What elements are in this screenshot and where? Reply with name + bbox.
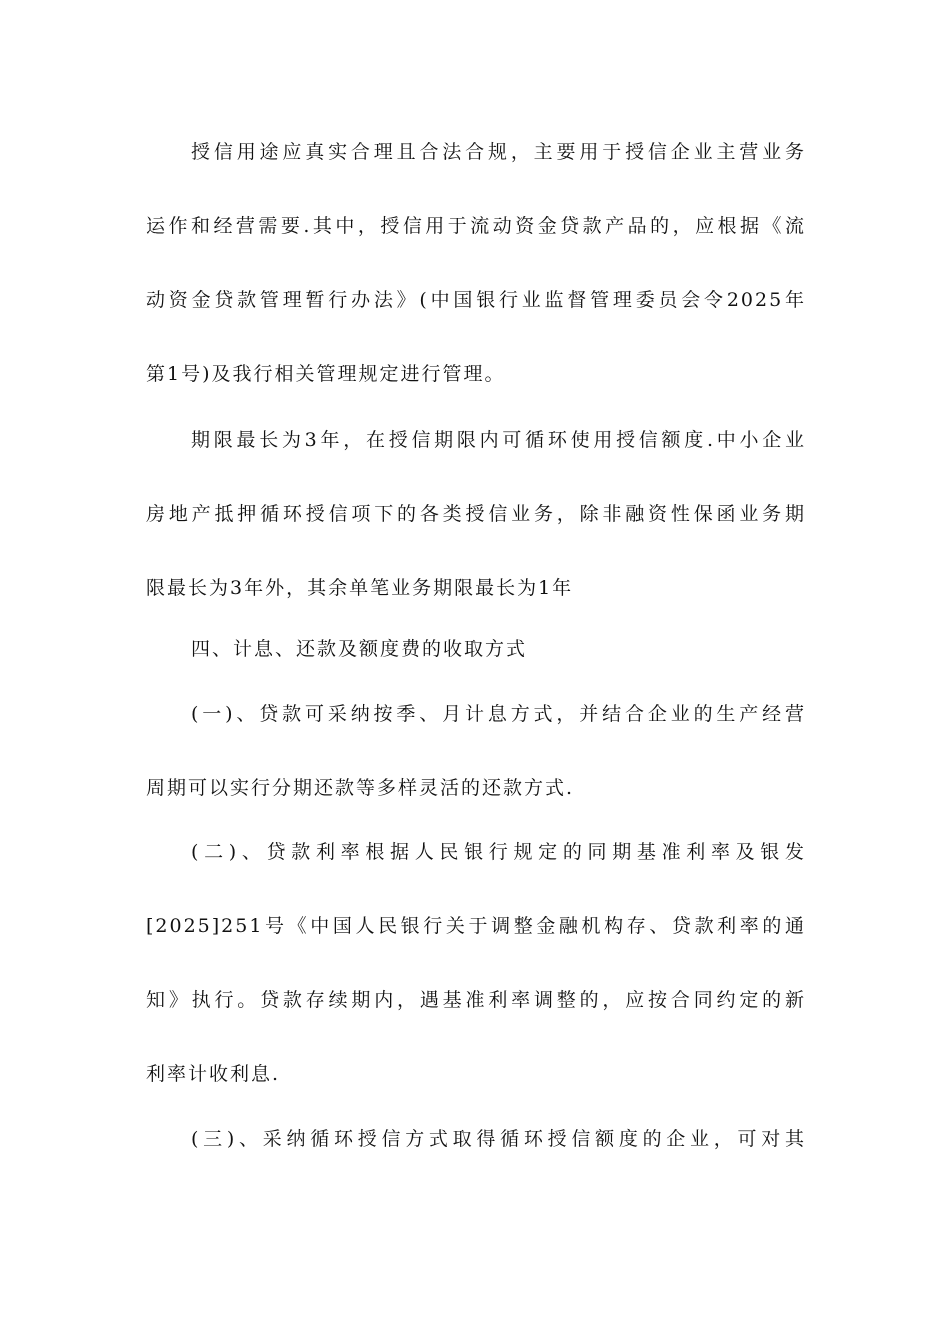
paragraph-line: 授信用途应真实合理且合法合规，主要用于授信企业主营业务	[191, 141, 806, 163]
paragraph-line: (二)、贷款利率根据人民银行规定的同期基准利率及银发	[191, 841, 806, 863]
paragraph-line: 第1号)及我行相关管理规定进行管理。	[146, 363, 506, 385]
paragraph-line: 运作和经营需要.其中，授信用于流动资金贷款产品的，应根据《流	[146, 215, 806, 237]
paragraph-line: (三)、采纳循环授信方式取得循环授信额度的企业，可对其	[191, 1128, 806, 1150]
paragraph-line: 动资金贷款管理暂行办法》(中国银行业监督管理委员会令2025年	[146, 289, 806, 311]
paragraph-line: 限最长为3年外，其余单笔业务期限最长为1年	[146, 577, 574, 599]
paragraph-line: 房地产抵押循环授信项下的各类授信业务，除非融资性保函业务期	[146, 503, 806, 525]
section-heading: 四、计息、还款及额度费的收取方式	[191, 638, 528, 660]
paragraph-line: (一)、贷款可采纳按季、月计息方式，并结合企业的生产经营	[191, 703, 806, 725]
paragraph-line: [2025]251号《中国人民银行关于调整金融机构存、贷款利率的通	[146, 915, 806, 937]
paragraph-line: 期限最长为3年，在授信期限内可循环使用授信额度.中小企业	[191, 429, 806, 451]
paragraph-line: 周期可以实行分期还款等多样灵活的还款方式.	[146, 777, 575, 799]
paragraph-line: 知》执行。贷款存续期内，遇基准利率调整的，应按合同约定的新	[146, 989, 806, 1011]
paragraph-line: 利率计收利息.	[146, 1063, 281, 1085]
